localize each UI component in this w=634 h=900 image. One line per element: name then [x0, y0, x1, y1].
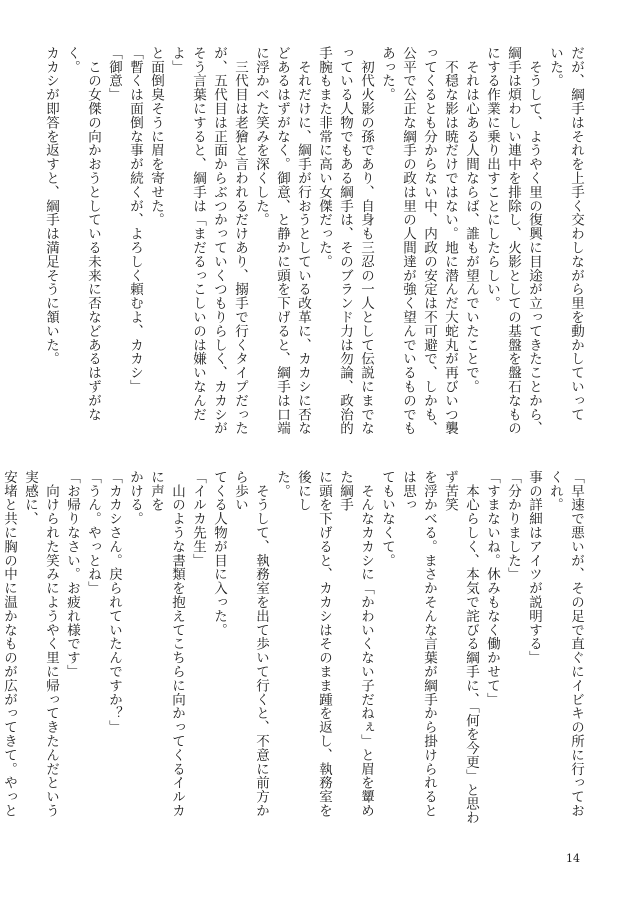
- text-line: てくる人物が目に入った。: [211, 470, 227, 637]
- text-line: 「早速で悪いが、その足で直ぐにイビキの所に行っておくれ。: [547, 470, 584, 818]
- text-line: 事の詳細はアイツが説明する」: [526, 470, 542, 665]
- text-line: 「カカシさん。戻られていたんですか？」: [106, 470, 122, 735]
- text-line: 山のような書類を抱えてこちらに向かってくるイルカに声を: [148, 470, 185, 818]
- text-line: 「暫くは面倒な事が続くが、よろしく頼むよ、カカシ」: [127, 46, 143, 394]
- text-line: 「御意」: [106, 46, 122, 102]
- text-line: 本心らしく、本気で詫びる綱手に、「何を今更」と思わず苦笑: [442, 470, 479, 825]
- text-line: 「すまないね。休みもなく働かせて」: [484, 470, 500, 707]
- text-line: かける。: [127, 470, 143, 526]
- text-line: 向けられた笑みにようやく里に帰ってきたんだという実感に、: [22, 470, 59, 818]
- text-line: あった。: [379, 46, 395, 102]
- page-number: 14: [566, 852, 580, 865]
- text-line: にする作業に乗り出すことにしたらしい。: [484, 46, 500, 311]
- text-line: いた。: [547, 46, 563, 88]
- text-line: てもいなくて。: [379, 470, 395, 568]
- text-line: 手腕もまた非常に高い女傑だった。: [316, 46, 332, 269]
- text-line: この女傑の向かおうとしている未来に否などあるはずがなく。: [64, 46, 101, 422]
- text-line: そう言葉にすると、綱手は「まだるっこしいのは嫌いなんだよ」: [169, 46, 206, 422]
- text-line: に頭を下げると、カカシはそのまま踵を返し、執務室を後にし: [295, 470, 332, 818]
- text-line: それだけに、綱手が行おうとしている改革に、カカシに否な: [295, 46, 311, 436]
- lower-text-block: [1, 470, 586, 830]
- text-line: そんなカカシに「かわいくない子だねぇ」と眉を顰めた綱手: [337, 470, 374, 818]
- text-line: 三代目は老獪と言われるだけあり、搦手で行くタイプだった: [232, 46, 248, 436]
- text-line: 初代火影の孫であり、自身も三忍の一人として伝説にまでな: [358, 46, 374, 436]
- text-line: に浮かべた笑みを深くした。: [253, 46, 269, 227]
- text-line: を浮かべる。まさかそんな言葉が綱手から掛けられるとは思っ: [400, 470, 437, 818]
- text-line: 「分かりました」: [505, 470, 521, 582]
- text-line: そうして、ようやく里の復興に目途が立ってきたことから、: [526, 46, 542, 436]
- text-line: 「うん。やっとね」: [85, 470, 101, 596]
- text-line: た。: [274, 470, 290, 498]
- text-line: ってくるとも分からない中、内政の安定は不可避で、しかも、: [421, 46, 437, 436]
- text-line: っている人物でもある綱手は、そのブランド力は勿論、政治的: [337, 46, 353, 436]
- text-line: 「お帰りなさい。お疲れ様です」: [64, 470, 80, 679]
- text-line: そうして、執務室を出て歩いて行くと、不意に前方から歩い: [232, 470, 269, 818]
- text-line: が、五代目は正面からぶつかっていくつもりらしく、カカシが: [211, 46, 227, 436]
- text-line: 公平で公正な綱手の政は里の人間達が強く望んでいるものでも: [400, 46, 416, 436]
- text-line: 「イルカ先生」: [190, 470, 206, 568]
- text-line: 綱手は煩わしい連中を排除し、火影としての基盤を盤石なもの: [505, 46, 521, 436]
- text-line: だが、綱手はそれを上手く交わしながら里を動かしていって: [568, 46, 584, 422]
- upper-text-block: [41, 46, 586, 436]
- text-line: どあるはずがなく。御意、と静かに頭を下げると、綱手は口端: [274, 46, 290, 436]
- text-line: と面倒臭そうに眉を寄せた。: [148, 46, 164, 227]
- text-line: カカシが即答を返すと、綱手は満足そうに頷いた。: [43, 46, 59, 366]
- text-line: それは心ある人間ならば、誰もが望んでいたことで。: [463, 46, 479, 394]
- text-line: 安堵と共に胸の中に温かなものが広がってきて。やっと: [1, 470, 17, 818]
- text-line: 不穏な影は暁だけではない。地に潜んだ大蛇丸が再びいつ襲: [442, 46, 458, 436]
